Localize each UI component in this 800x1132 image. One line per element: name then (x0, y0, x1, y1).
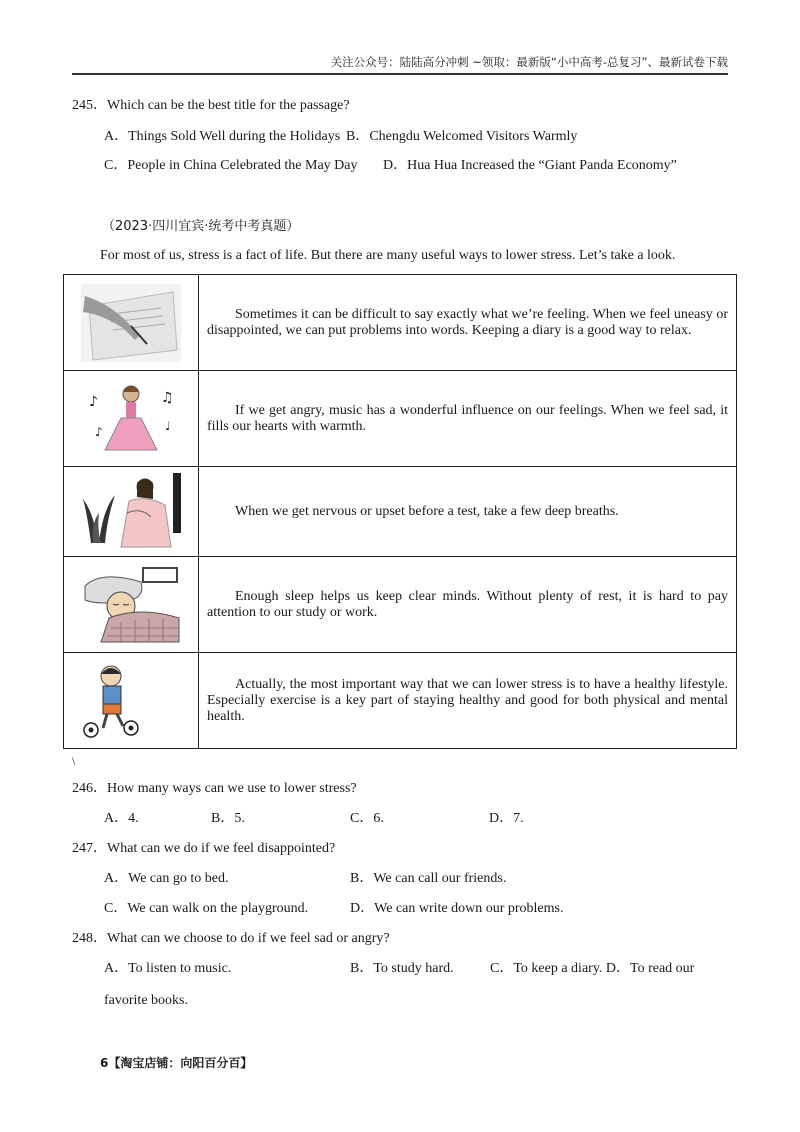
svg-text:♪: ♪ (95, 424, 103, 439)
q247-option-b: B．We can call our friends. (350, 871, 507, 886)
table-row (64, 557, 737, 653)
q246-option-b: B．5. (211, 811, 245, 826)
header-rule (72, 73, 728, 75)
q247-option-c: C．We can walk on the playground. (104, 901, 309, 916)
deep-breath-image (81, 473, 181, 551)
q246-stem: 246．How many ways can we use to lower stress? (72, 781, 357, 796)
q248-option-cd: C．To keep a diary. D．To read our (490, 961, 695, 976)
svg-text:♫: ♫ (161, 389, 174, 406)
q248-option-a: A．To listen to music. (104, 961, 232, 976)
page-footer: 6【淘宝店铺：向阳百分百】 (100, 1056, 253, 1070)
table-row-text: Sometimes it can be difficult to say exactly what we’re feeling. When we feel uneasy or disappointed, we can put problems into words. Keeping a diary is a good way to relax. (199, 275, 737, 371)
q245-stem: 245．Which can be the best title for the passage? (72, 98, 350, 113)
boy-football-image (81, 662, 181, 740)
q248-option-d-continued: favorite books. (104, 993, 188, 1008)
q245-option-a: A．Things Sold Well during the Holidays (104, 129, 341, 144)
q246-option-a: A．4. (104, 811, 139, 826)
q248-stem: 248．What can we choose to do if we feel sad or angry? (72, 931, 390, 946)
table-row-text: If we get angry, music has a wonderful influence on our feelings. When we feel sad, it fills our hearts with warmth. (199, 371, 737, 467)
table-row-text: Enough sleep helps us keep clear minds. Without plenty of rest, it is hard to pay attention to our study or work. (199, 557, 737, 653)
girl-music-image (81, 380, 181, 458)
q248-option-b: B．To study hard. (350, 961, 454, 976)
passage-intro: For most of us, stress is a fact of life. But there are many useful ways to lower stress. Let’s take a look. (100, 248, 676, 263)
table-row (64, 275, 737, 371)
q246-option-d: D．7. (489, 811, 524, 826)
sleeping-boy-image (81, 566, 181, 644)
q245-option-b: B．Chengdu Welcomed Visitors Warmly (346, 129, 578, 144)
table-row-text: When we get nervous or upset before a test, take a few deep breaths. (199, 467, 737, 557)
q245-option-d: D．Hua Hua Increased the “Giant Panda Economy” (383, 158, 677, 173)
table-row-text: Actually, the most important way that we can lower stress is to have a healthy lifestyle. Especially exercise is a key part of staying healthy and good for both physical and mental health. (199, 653, 737, 749)
q246-option-c: C．6. (350, 811, 384, 826)
stress-ways-table (63, 274, 737, 749)
stray-mark: \ (72, 754, 76, 768)
q247-stem: 247．What can we do if we feel disappointed? (72, 841, 336, 856)
page-header: 关注公众号：陆陆高分冲刺 ~领取：最新版“小中高考-总复习”、最新试卷下载 (330, 55, 728, 69)
table-row (64, 371, 737, 467)
diary-writing-image (81, 284, 181, 362)
table-row (64, 467, 737, 557)
table-row (64, 653, 737, 749)
q247-option-a: A．We can go to bed. (104, 871, 229, 886)
passage-source: （2023·四川宜宾·统考中考真题） (102, 219, 300, 234)
q247-option-d: D．We can write down our problems. (350, 901, 564, 916)
svg-text:♩: ♩ (165, 418, 171, 433)
q245-option-c: C．People in China Celebrated the May Day (104, 158, 358, 173)
svg-text:♪: ♪ (89, 393, 98, 410)
